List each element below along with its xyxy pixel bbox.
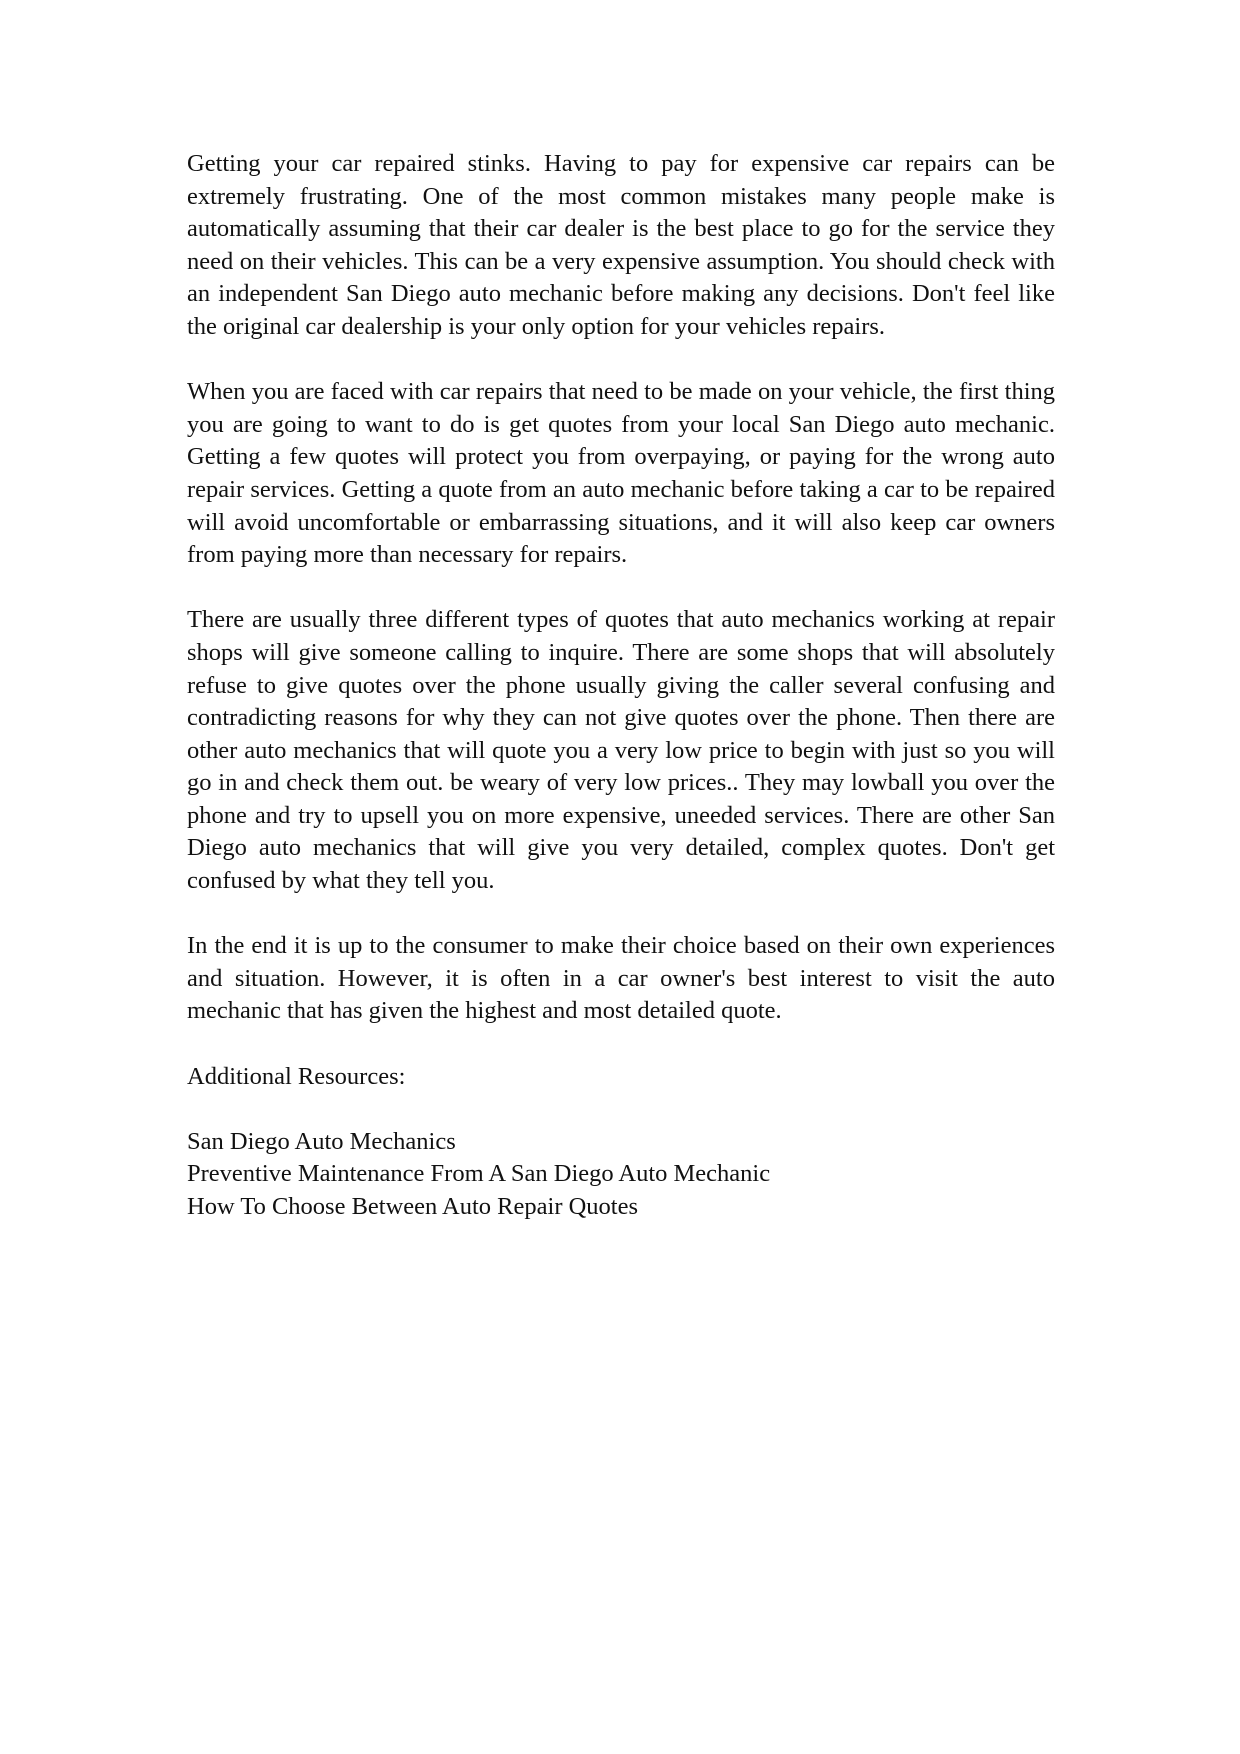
- resources-heading: Additional Resources:: [187, 1062, 406, 1090]
- paragraph-quote-types: There are usually three different types of quotes that auto mechanics working at repair shops will give someone calling to inquire. There are some shops that will absolutely refuse to give quotes over the phone usually giving the caller several confusing and contradicting reasons for why they can not give quotes over the phone. Then there are other auto mechanics that will quote you a very low price to begin with just so you will go in and check them out. be weary of very low prices.. They may lowball you over the phone and try to upsell you on more expensive, uneeded services. There are other San Diego auto mechanics that will give you very detailed, complex quotes. Don't get confused by what they tell you.: [187, 606, 1055, 895]
- resource-link-san-diego-auto-mechanics[interactable]: San Diego Auto Mechanics: [187, 1127, 456, 1155]
- resource-item: [187, 1158, 1055, 1191]
- resource-link-preventive-maintenance[interactable]: Preventive Maintenance From A San Diego Auto Mechanic: [187, 1160, 771, 1188]
- paragraph-get-quotes: When you are faced with car repairs that need to be made on your vehicle, the first thing you are going to want to do is get quotes from your local San Diego auto mechanic. Getting a few quotes will protect you from overpaying, or paying for the wrong auto repair services. Getting a quote from an auto mechanic before taking a car to be repaired will avoid uncomfortable or embarrassing situations, and it will also keep car owners from paying more than necessary for repairs.: [187, 378, 1055, 569]
- resource-item: [187, 1126, 1055, 1159]
- paragraph-intro: Getting your car repaired stinks. Having to pay for expensive car repairs can be extremely frustrating. One of the most common mistakes many people make is automatically assuming that their car dealer is the best place to go for the service they need on their vehicles. This can be a very expensive assumption. You should check with an independent San Diego auto mechanic before making any decisions. Don't feel like the original car dealership is your only option for your vehicles repairs.: [187, 150, 1055, 340]
- resources-list: [187, 1126, 1055, 1224]
- resource-link-choose-repair-quotes[interactable]: How To Choose Between Auto Repair Quotes: [187, 1193, 639, 1220]
- document-page: [187, 148, 1055, 1224]
- resource-item: [187, 1191, 1055, 1224]
- paragraph-conclusion: In the end it is up to the consumer to make their choice based on their own experiences and situation. However, it is often in a car owner's best interest to visit the auto mechanic that has given the highest and most detailed quote.: [187, 932, 1055, 1025]
